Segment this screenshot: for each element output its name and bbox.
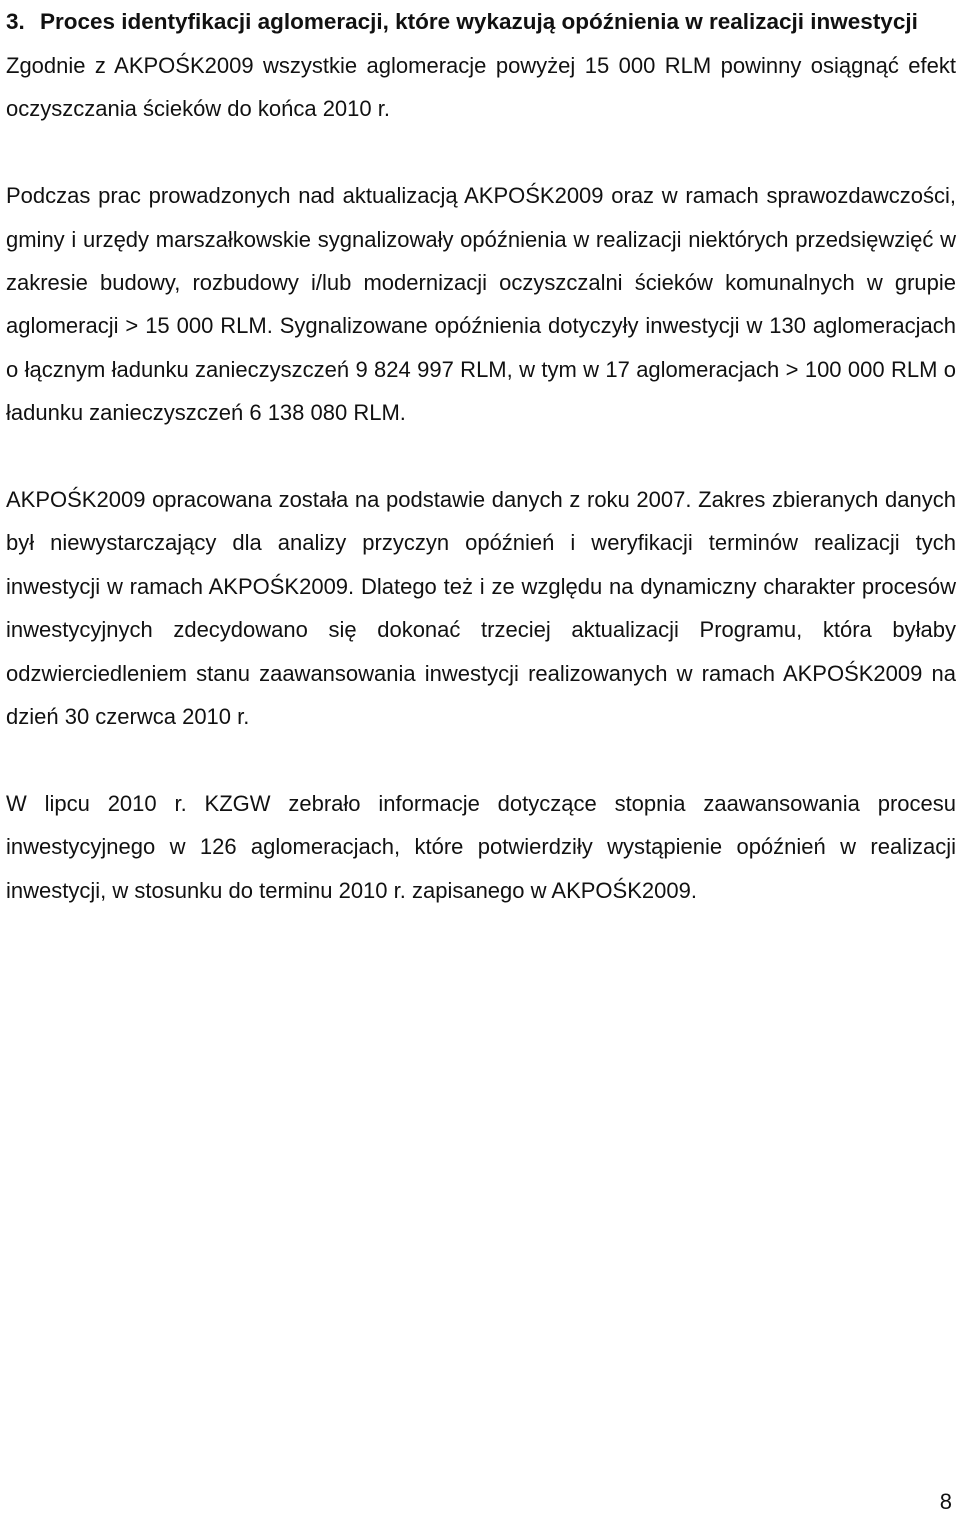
paragraph-3: AKPOŚK2009 opracowana została na podstawie danych z roku 2007. Zakres zbieranych danych był niewystarczający dla analizy przyczyn opóźnień i weryfikacji terminów realizacji tych inwestycji w ramach AKPOŚK2009. Dlatego też i ze względu na dynamiczny charakter procesów inwestycyjnych zdecydowano się dokonać trzeciej aktualizacji Programu, która byłaby odzwierciedleniem stanu zaawansowania inwestycji realizowanych w ramach AKPOŚK2009 na dzień 30 czerwca 2010 r. (6, 487, 956, 730)
section-title: Proces identyfikacji aglomeracji, które wykazują opóźnienia w realizacji inwestycji (40, 9, 918, 34)
paragraph-2: Podczas prac prowadzonych nad aktualizacją AKPOŚK2009 oraz w ramach sprawozdawczości, gminy i urzędy marszałkowskie sygnalizowały opóźnienia w realizacji niektórych przedsięwzięć w zakresie budowy, rozbudowy i/lub modernizacji oczyszczalni ścieków komunalnych w grupie aglomeracji > 15 000 RLM. Sygnalizowane opóźnienia dotyczyły inwestycji w 130 aglomeracjach o łącznym ładunku zanieczyszczeń 9 824 997 RLM, w tym w 17 aglomeracjach > 100 000 RLM o ładunku zanieczyszczeń 6 138 080 RLM. (6, 183, 956, 426)
section-heading (6, 0, 956, 44)
paragraph-4: W lipcu 2010 r. KZGW zebrało informacje dotyczące stopnia zaawansowania procesu inwestycyjnego w 126 aglomeracjach, które potwierdziły wystąpienie opóźnień w realizacji inwestycji, w stosunku do terminu 2010 r. zapisanego w AKPOŚK2009. (6, 790, 956, 903)
document-page (6, 0, 956, 912)
paragraph-1: Zgodnie z AKPOŚK2009 wszystkie aglomeracje powyżej 15 000 RLM powinny osiągnąć efekt oczyszczania ścieków do końca 2010 r. (6, 53, 956, 122)
section-number: 3. (6, 9, 25, 34)
page-number: 8 (939, 1489, 952, 1514)
